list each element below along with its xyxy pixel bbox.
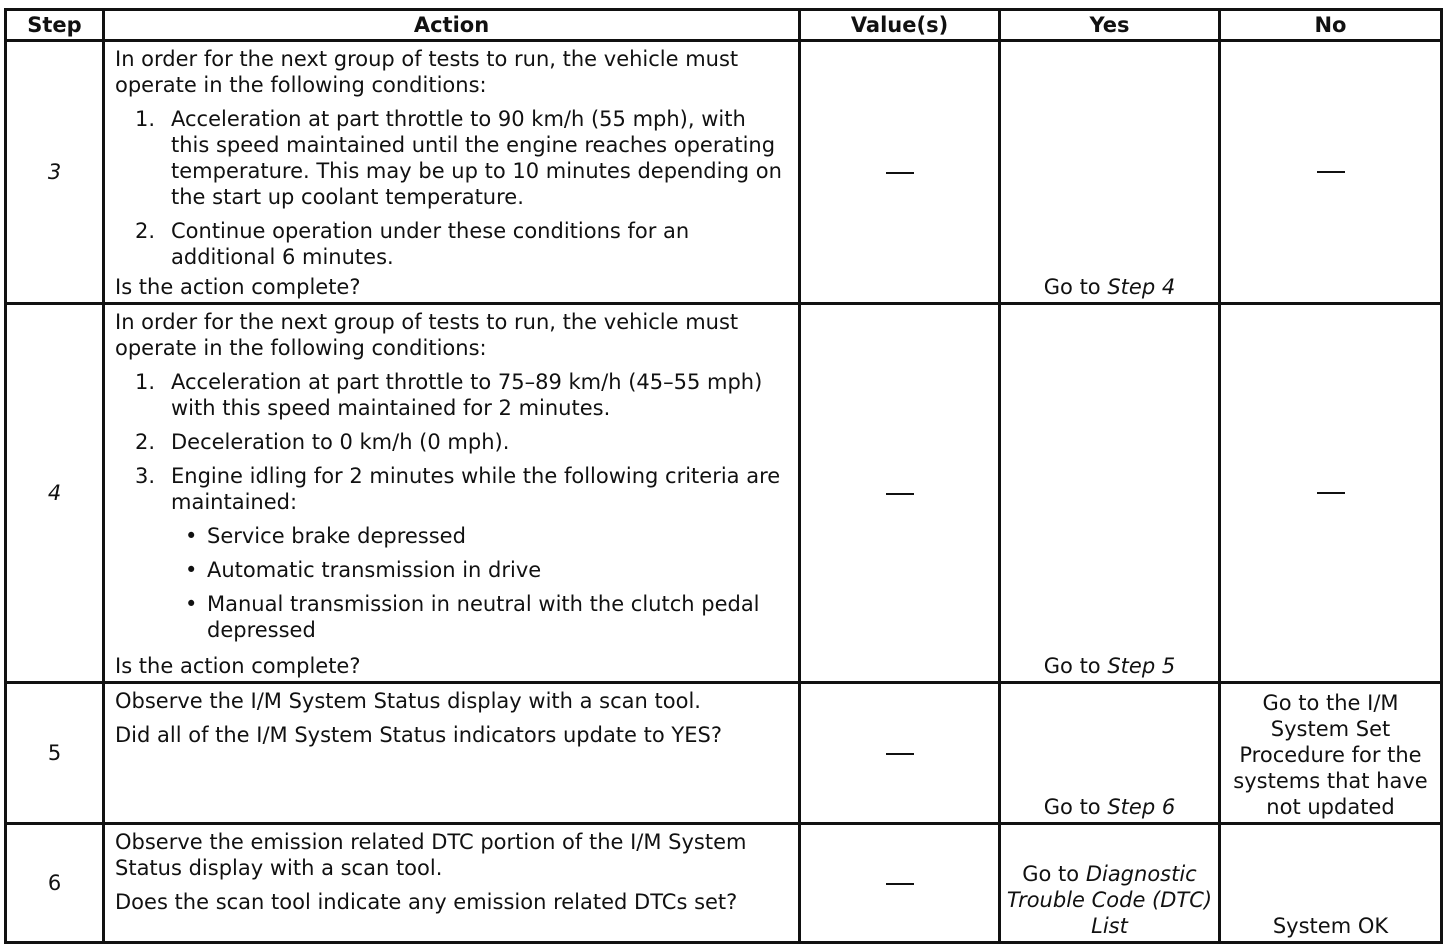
- no-cell: System OK: [1220, 824, 1442, 943]
- yes-cell: Go to Step 6: [1000, 683, 1220, 824]
- values-cell: [800, 683, 1000, 824]
- no-cell: Go to the I/M System Set Procedure for the systems that have not updated: [1220, 683, 1442, 824]
- table-row-step-5: [6, 683, 1442, 824]
- header-row: [6, 10, 1442, 41]
- list-item: 2. Continue operation under these conditions for an additional 6 minutes.: [135, 219, 690, 269]
- step-link[interactable]: Step 4: [1107, 275, 1176, 299]
- header-values: Value(s): [800, 10, 1000, 41]
- action-intro: Observe the I/M System Status display with a scan tool.: [115, 689, 701, 713]
- table-row-step-4: [6, 304, 1442, 683]
- header-step: Step: [6, 10, 104, 41]
- step-link[interactable]: Step 6: [1107, 795, 1176, 819]
- action-question: Does the scan tool indicate any emission related DTCs set?: [115, 890, 738, 914]
- step-number: 3: [6, 41, 104, 304]
- action-cell: [104, 824, 800, 943]
- dash-mark: [886, 172, 914, 174]
- action-cell: [104, 304, 800, 683]
- action-intro: In order for the next group of tests to run, the vehicle must operate in the following conditions:: [115, 310, 739, 360]
- yes-cell: Go to Step 4: [1000, 41, 1220, 304]
- table-row-step-3: [6, 41, 1442, 304]
- list-item: 3. Engine idling for 2 minutes while the following criteria are maintained:: [135, 464, 781, 514]
- list-item: 2. Deceleration to 0 km/h (0 mph).: [135, 430, 510, 454]
- action-cell: [104, 41, 800, 304]
- action-question: Did all of the I/M System Status indicators update to YES?: [115, 723, 722, 747]
- action-question: Is the action complete?: [115, 275, 361, 299]
- values-cell: [800, 304, 1000, 683]
- action-question: Is the action complete?: [115, 654, 361, 678]
- dash-mark: [1317, 492, 1345, 494]
- list-item: 1. Acceleration at part throttle to 75–89 km/h (45–55 mph) with this speed maintained for 2 minutes.: [135, 370, 763, 420]
- action-intro: In order for the next group of tests to run, the vehicle must operate in the following conditions:: [115, 47, 739, 97]
- action-intro: Observe the emission related DTC portion of the I/M System Status display with a scan tool.: [115, 830, 747, 880]
- action-cell: [104, 683, 800, 824]
- no-cell: [1220, 41, 1442, 304]
- dash-mark: [886, 883, 914, 885]
- yes-cell: Go to Diagnostic Trouble Code (DTC) List: [1000, 824, 1220, 943]
- diagnostic-table: [4, 8, 1443, 944]
- bullet-item: • Manual transmission in neutral with the clutch pedal depressed: [185, 592, 760, 642]
- dash-mark: [886, 753, 914, 755]
- bullet-item: • Service brake depressed: [185, 524, 466, 548]
- yes-cell: Go to Step 5: [1000, 304, 1220, 683]
- no-cell: [1220, 304, 1442, 683]
- step-number: 4: [6, 304, 104, 683]
- header-yes: Yes: [1000, 10, 1220, 41]
- step-number: 5: [6, 683, 104, 824]
- dtc-list-link[interactable]: Diagnostic Trouble Code (DTC) List: [1006, 862, 1213, 938]
- bullet-item: • Automatic transmission in drive: [185, 558, 542, 582]
- values-cell: [800, 824, 1000, 943]
- dash-mark: [886, 493, 914, 495]
- step-number: 6: [6, 824, 104, 943]
- step-link[interactable]: Step 5: [1107, 654, 1176, 678]
- values-cell: [800, 41, 1000, 304]
- dash-mark: [1317, 171, 1345, 173]
- list-item: 1. Acceleration at part throttle to 90 km/h (55 mph), with this speed maintained until the engine reaches operating temperature. This may be up to 10 minutes depending on the start up coolant temperature.: [135, 107, 782, 209]
- header-action: Action: [104, 10, 800, 41]
- header-no: No: [1220, 10, 1442, 41]
- table-row-step-6: [6, 824, 1442, 943]
